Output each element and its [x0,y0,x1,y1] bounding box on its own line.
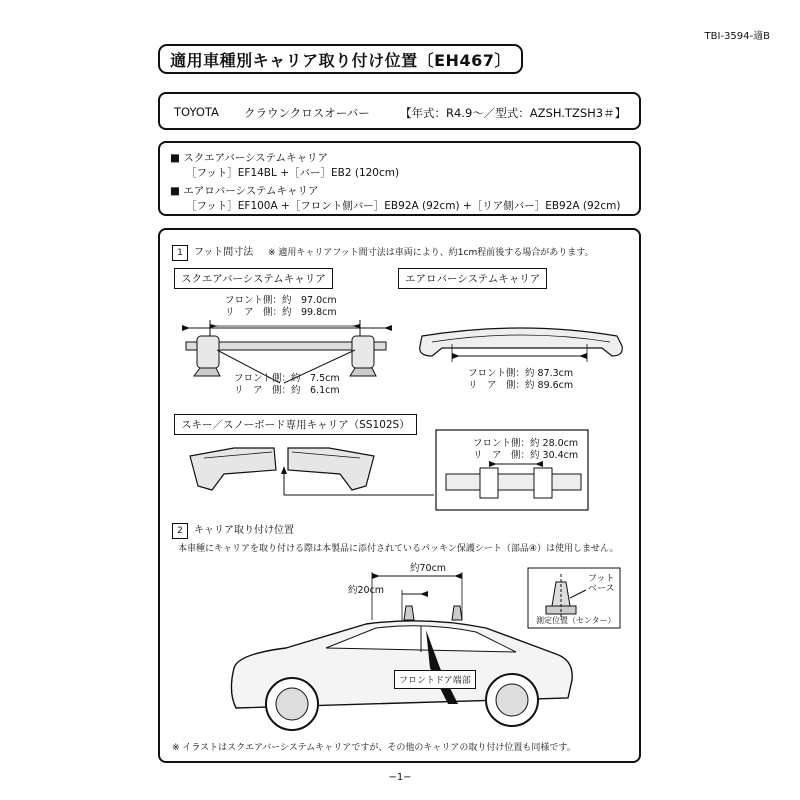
square-overhang-rear-dim: リ ア 側：約 6.1cm [234,385,340,396]
vehicle-maker: TOYOTA [174,105,219,119]
section2-title: キャリア取り付け位置 [194,525,294,536]
aero-carrier-heading: ■ エアロバーシステムキャリア [170,185,319,197]
section1-title: フット間寸法 [194,247,254,258]
square-carrier-parts: ［フット］EF14BL +［バー］EB2 (120cm) [186,167,400,179]
carrier-list-box [158,141,641,216]
document-code: TBI-3594-適B [704,31,770,42]
aero-rear-dim: リ ア 側：約 89.6cm [468,380,574,391]
ski-carrier-label: スキー／スノーボード専用キャリア（SS102S） [174,414,417,435]
aero-carrier-label: エアロバーシステムキャリア [398,268,547,289]
section2-number: 2 [172,523,188,539]
foot-base-label: フット ベース [588,574,615,594]
section1-note: ※ 適用キャリアフット間寸法は車両により、約1cm程前後する場合があります。 [268,248,594,258]
aero-bar-drawing [412,318,632,368]
vehicle-info-box [158,92,641,130]
dim-70cm: 約70cm [410,563,447,574]
dim-20cm: 約20cm [348,585,385,596]
section2-header [172,521,294,539]
square-carrier-heading: ■ スクエアバーシステムキャリア [170,152,328,164]
section1-header [172,243,253,261]
aero-carrier-parts: ［フット］EF100A +［フロント側バー］EB92A (92cm) +［リア側バー］EB92A (92cm) [186,200,621,212]
front-door-end-label: フロントドア端部 [394,670,476,689]
section2-note: 本車種にキャリアを取り付ける際は本製品に添付されているパッキン保護シート（部品④）は使用しません。 [178,544,619,554]
page-number: −1− [388,772,412,783]
ski-front-dim: フロント側：約 28.0cm [473,438,579,449]
square-foot-front-dim: フロント側：約 97.0cm [225,295,337,306]
vehicle-model: クラウンクロスオーバー [244,106,370,120]
ski-rear-dim: リ ア 側：約 30.4cm [473,450,579,461]
square-foot-rear-dim: リ ア 側：約 99.8cm [225,307,337,318]
vehicle-spec: 【年式：R4.9～／型式：AZSH.TZSH3＃】 [400,106,627,120]
square-carrier-label: スクエアバーシステムキャリア [174,268,333,289]
measure-position-label: 測定位置（センター） [536,616,616,625]
square-overhang-front-dim: フロント側：約 7.5cm [234,373,340,384]
page-title: 適用車種別キャリア取り付け位置〔EH467〕 [158,44,523,74]
aero-front-dim: フロント側：約 87.3cm [468,368,574,379]
section1-number: 1 [172,245,188,261]
footnote: ※ イラストはスクエアバーシステムキャリアですが、その他のキャリアの取り付け位置も同様です。 [172,743,576,753]
car-side-drawing [226,568,586,738]
